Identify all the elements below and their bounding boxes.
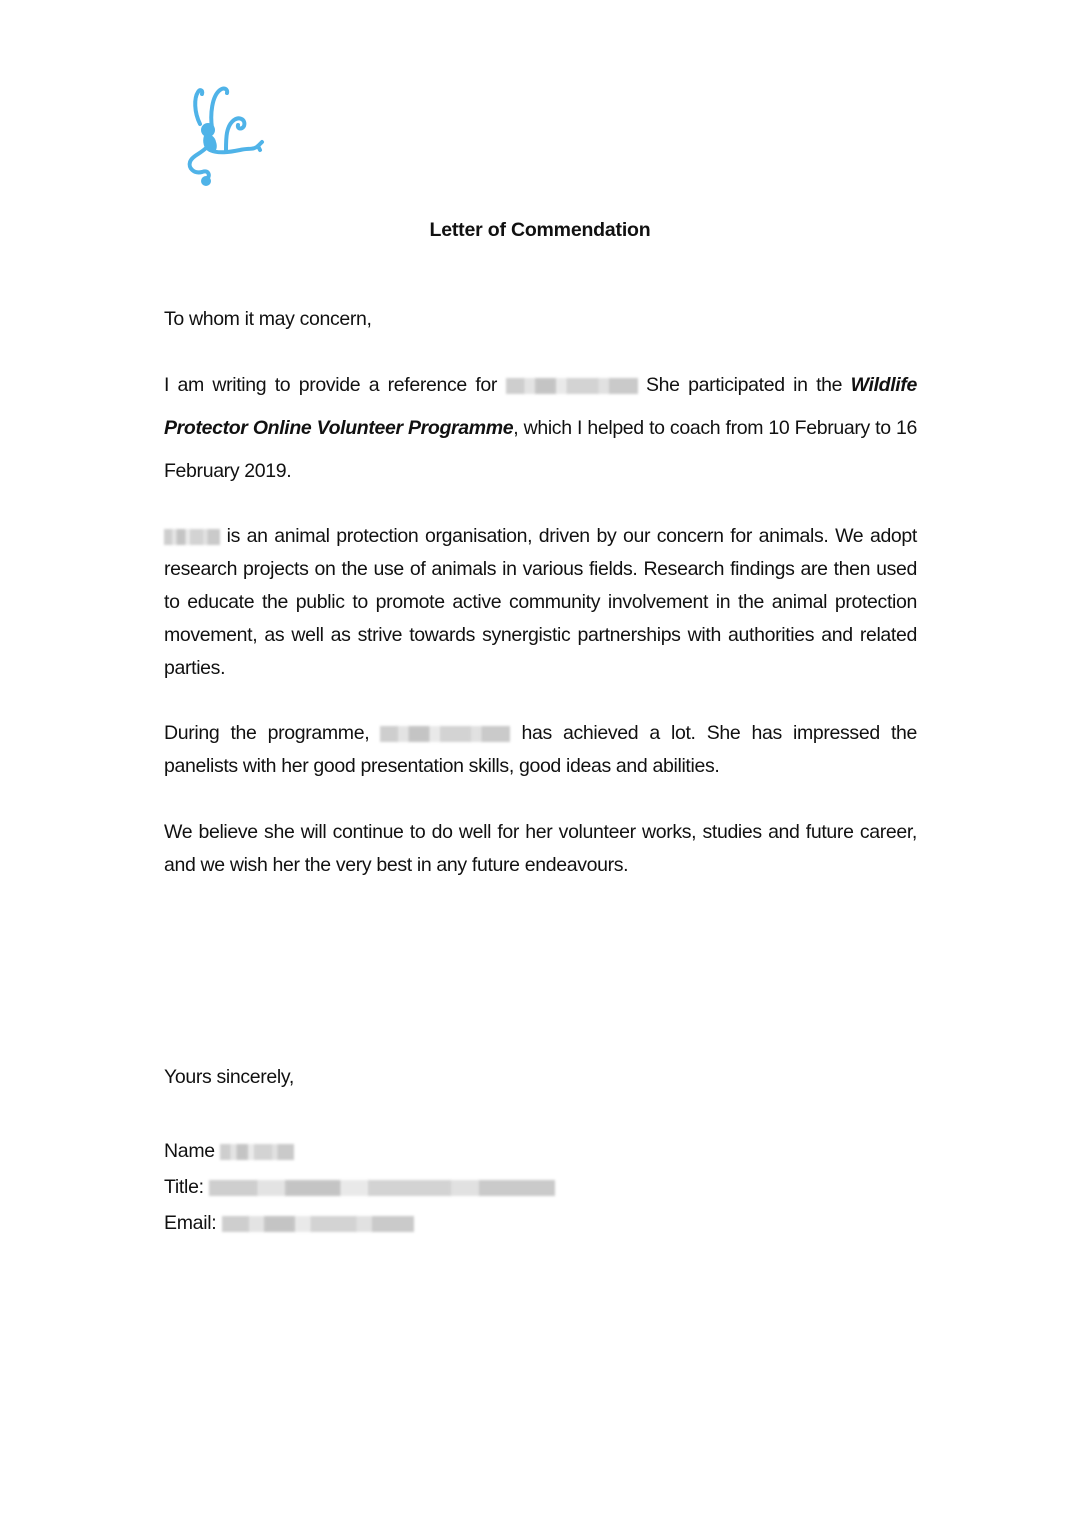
letter-title: Letter of Commendation: [429, 219, 651, 241]
paragraph-reference: [164, 364, 917, 493]
paragraph-text: is an animal protection organisation, driven by our concern for animals. We adopt research projects on the use of animals in various fields. Research findings are then used to educate the public to promote active community involvement in the animal protection movement, as well as strive towards synergistic partnerships with authorities and related parties.: [164, 525, 917, 679]
paragraph-organisation: [164, 520, 917, 685]
programme-name: Wildlife Protector Online Volunteer Programme: [164, 374, 917, 439]
paragraph-text: She participated in the: [646, 374, 843, 396]
signature-title: [164, 1175, 555, 1199]
paragraph-text: During the programme,: [164, 722, 370, 744]
salutation: To whom it may concern,: [164, 308, 372, 330]
name-label: Name: [164, 1140, 215, 1162]
monkey-logo-icon: [182, 84, 266, 188]
redacted-organisation: [164, 529, 220, 545]
redacted-signer-name: [220, 1144, 294, 1160]
redacted-signer-title: [209, 1180, 555, 1196]
paragraph-achievement: [164, 717, 917, 783]
paragraph-text: , which I helped to coach from 10 February to 16 February 2019.: [164, 417, 918, 482]
redacted-name: [380, 726, 510, 742]
paragraph-wishes: We believe she will continue to do well for her volunteer works, studies and future career, and we wish her the very best in any future endeavours.: [164, 821, 917, 876]
redacted-signer-email: [222, 1216, 414, 1232]
signature-email: [164, 1211, 414, 1235]
email-label: Email:: [164, 1212, 217, 1234]
closing: Yours sincerely,: [164, 1066, 294, 1088]
redacted-name: [506, 378, 638, 394]
title-label: Title:: [164, 1176, 204, 1198]
signature-name: [164, 1139, 294, 1163]
paragraph-text: I am writing to provide a reference for: [164, 374, 498, 396]
paragraph-text: has achieved a lot. She has impressed the panelists with her good presentation skills, good ideas and abilities.: [164, 722, 917, 777]
